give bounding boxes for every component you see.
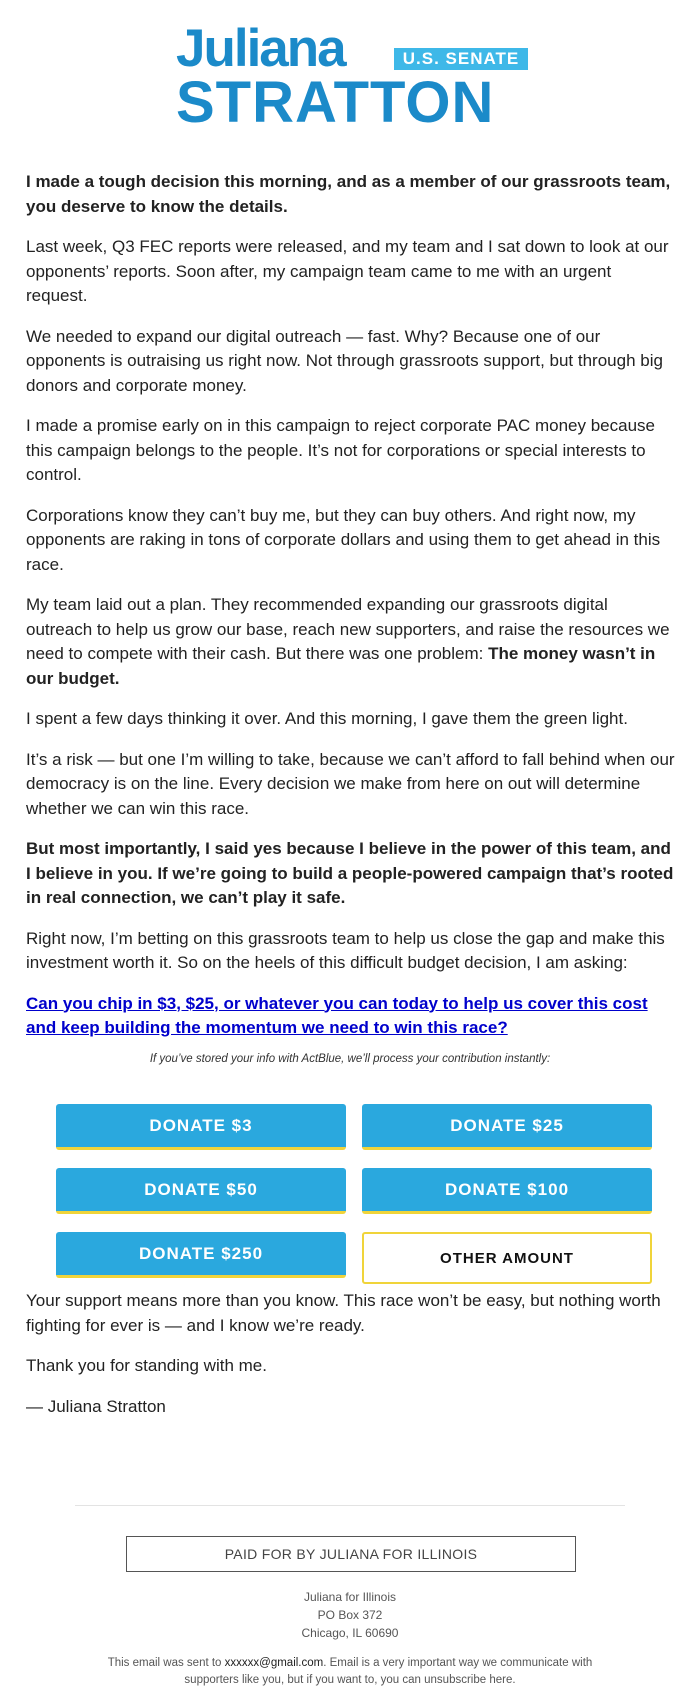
footer-disclaimer <box>90 1655 610 1689</box>
paid-for-box: PAID FOR BY JULIANA FOR ILLINOIS <box>126 1536 576 1572</box>
address-line: Chicago, IL 60690 <box>301 1626 399 1640</box>
budget-emphasis: The money wasn’t in our budget. <box>26 644 656 688</box>
ask-paragraph <box>26 992 676 1041</box>
intro-paragraph: I made a tough decision this morning, and as a member of our grassroots team, you deserve to know the details. <box>26 172 671 216</box>
thank-you-line: Thank you for standing with me. <box>26 1356 267 1375</box>
mailing-address <box>0 1588 700 1642</box>
campaign-logo <box>176 19 528 135</box>
other-amount-button[interactable]: OTHER AMOUNT <box>362 1232 652 1284</box>
body-paragraph: Corporations know they can’t buy me, but they can buy others. And right now, my opponents are raking in tons of corporate dollars and using them to get ahead in this race. <box>26 505 661 574</box>
footer-text: This email was sent to <box>107 1657 225 1669</box>
address-line: PO Box 372 <box>317 1608 383 1622</box>
donate-50-button[interactable]: DONATE $50 <box>56 1168 346 1214</box>
donate-25-button[interactable]: DONATE $25 <box>362 1104 652 1150</box>
body-paragraph: I spent a few days thinking it over. And this morning, I gave them the green light. <box>26 709 628 728</box>
closing-paragraph: Your support means more than you know. This race won’t be easy, but nothing worth fighting for ever is — and I know we’re ready. <box>26 1291 661 1335</box>
logo-first-name: Juliana <box>176 19 345 78</box>
body-paragraph: Last week, Q3 FEC reports were released, and my team and I sat down to look at our opponents’ reports. Soon after, my campaign team came to me with an urgent request. <box>26 237 669 305</box>
body-paragraph: Right now, I’m betting on this grassroots team to help us close the gap and make this investment worth it. So on the heels of this difficult budget decision, I am asking: <box>26 928 665 972</box>
address-line: Juliana for Illinois <box>303 1590 397 1604</box>
signature: — Juliana Stratton <box>26 1396 166 1416</box>
donate-100-button[interactable]: DONATE $100 <box>362 1168 652 1214</box>
donate-250-button[interactable]: DONATE $250 <box>56 1232 346 1278</box>
closing-section <box>26 1289 676 1435</box>
email-body <box>26 170 676 1057</box>
donation-ask-link[interactable]: Can you chip in $3, $25, or whatever you can today to help us cover this cost and keep building the momentum we need to win this race? <box>26 993 648 1037</box>
emphasis-paragraph: But most importantly, I said yes because I believe in the power of this team, and I believe in you. If we’re going to build a people-powered campaign that’s rooted in real connection, we can’t play it safe. <box>26 839 674 907</box>
donate-3-button[interactable]: DONATE $3 <box>56 1104 346 1150</box>
body-paragraph: I made a promise early on in this campaign to reject corporate PAC money because this campaign belongs to the people. It’s not for corporations or special interests to control. <box>26 416 655 484</box>
body-paragraph: It’s a risk — but one I’m willing to take, because we can’t afford to fall behind when our democracy is on the line. Every decision we make from here on out will determine whether we can win this race. <box>26 749 675 818</box>
unsubscribe-text[interactable]: . Email is a very important way we communicate with supporters like you, but if you want to, you can unsubscribe here. <box>184 1657 593 1686</box>
body-paragraph <box>26 593 676 691</box>
body-text: My team laid out a plan. They recommended expanding our grassroots digital outreach to help us grow our base, reach new supporters, and raise the resources we need to compete with their cash. But there was one problem: <box>26 595 670 663</box>
footer-divider <box>75 1505 625 1506</box>
recipient-email: xxxxxx@gmail.com <box>224 1657 324 1669</box>
actblue-note: If you’ve stored your info with ActBlue, we’ll process your contribution instantly: <box>149 1053 551 1065</box>
logo-senate-badge: U.S. SENATE <box>394 48 528 70</box>
body-paragraph: We needed to expand our digital outreach — fast. Why? Because one of our opponents is outraising us right now. Not through grassroots support, but through big donors and corporate money. <box>26 326 663 395</box>
logo-last-name: STRATTON <box>176 70 495 135</box>
